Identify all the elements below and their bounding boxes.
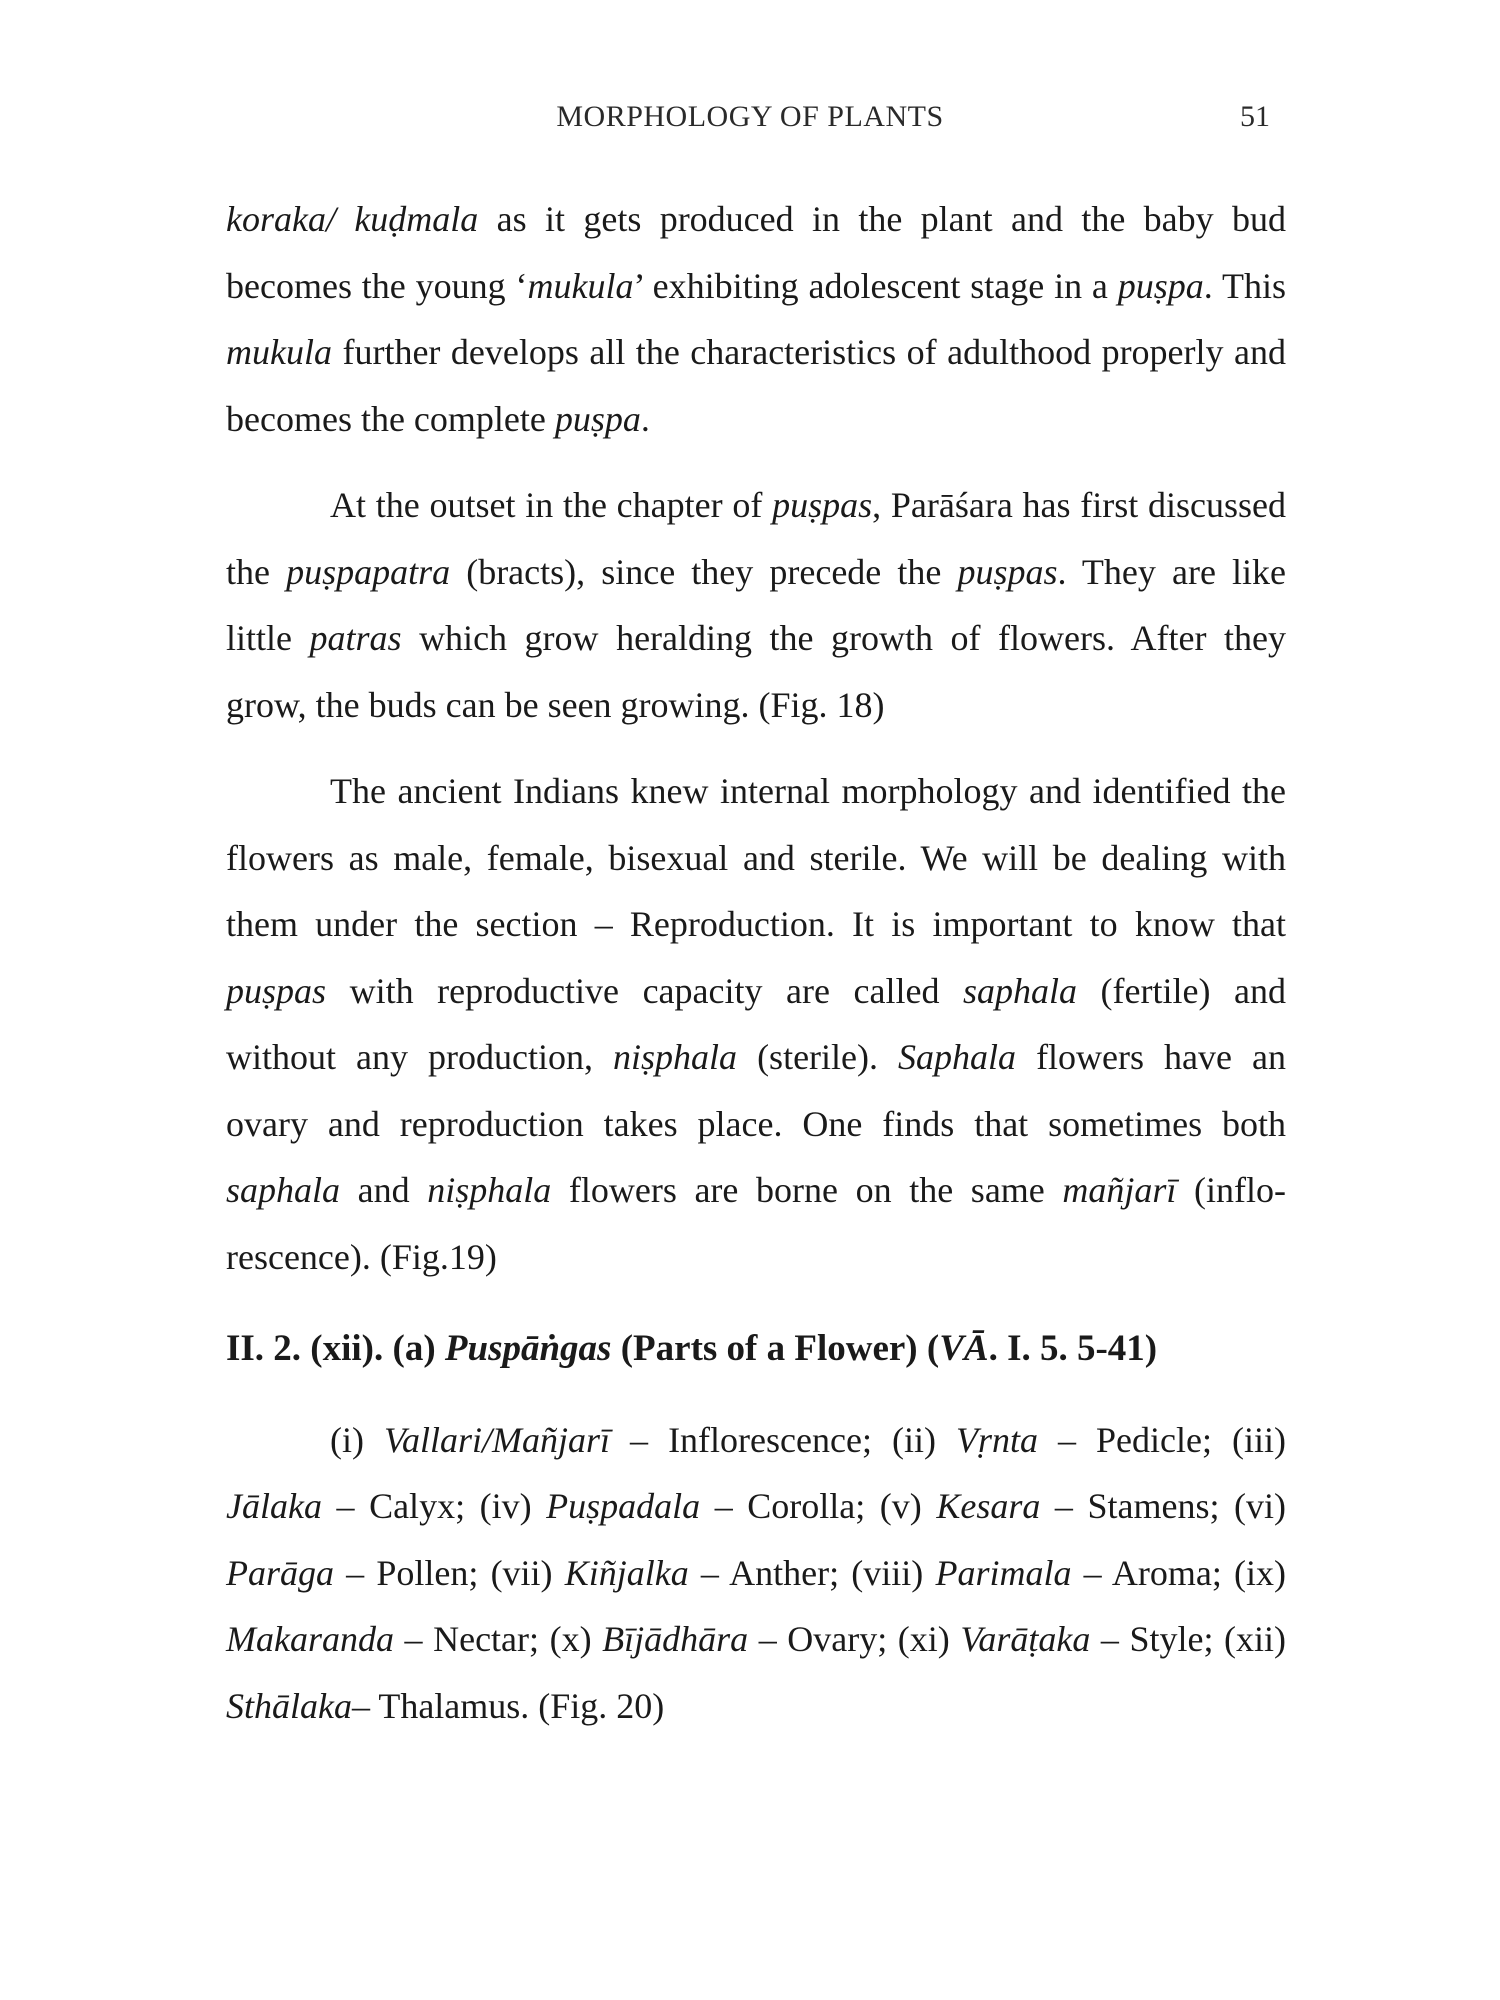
paragraph: [226, 186, 1286, 452]
italic-term: Parāga: [226, 1552, 334, 1593]
italic-term: VĀ: [939, 1328, 989, 1369]
text-run: flowers have an ovary and reproduction takes place. One finds that sometimes both: [226, 1037, 1287, 1144]
text-run: (i): [330, 1419, 384, 1460]
text-run: – Nectar; (x): [393, 1619, 603, 1659]
text-run: which grow heralding the growth of flowers. After they grow, the buds can be seen growing. (Fig. 18): [226, 618, 1286, 725]
text-run: (fertile) and without any production,: [226, 970, 1286, 1077]
italic-term: Jālaka: [226, 1486, 322, 1526]
text-run: (inflo-rescence). (Fig.19): [226, 1170, 1287, 1277]
text-run: – Inflorescence; (ii): [610, 1419, 956, 1460]
italic-term: puṣpa: [1117, 265, 1204, 306]
italic-term: puṣpas: [957, 551, 1058, 592]
paragraph: [226, 1407, 1286, 1740]
italic-term: Kesara: [936, 1486, 1041, 1526]
italic-term: Saphala: [898, 1037, 1017, 1077]
italic-term: Puṣpadala: [546, 1486, 701, 1526]
paragraph: [226, 758, 1286, 1290]
text-run: further develops all the characteristics of adulthood properly and becomes the complete: [226, 332, 1286, 439]
italic-term: patras: [309, 618, 402, 658]
section-heading: [226, 1316, 1286, 1383]
italic-term: koraka/ kuḍmala: [226, 199, 479, 239]
text-run: – Pedicle; (iii): [1037, 1419, 1286, 1460]
text-run: as it gets produced in the plant and the baby bud becomes the young ‘: [226, 199, 1286, 306]
italic-term: puṣpa: [554, 398, 641, 439]
text-run: and: [340, 1170, 428, 1210]
italic-term: puṣpas: [772, 485, 873, 525]
text-run: . This: [1203, 265, 1287, 306]
italic-term: puṣpas: [226, 970, 327, 1011]
italic-term: puṣpapatra: [286, 551, 451, 592]
italic-term: mukula: [226, 332, 332, 372]
text-run: .: [640, 398, 650, 439]
italic-term: Sthālaka: [226, 1685, 352, 1726]
text-run: (Parts of a Flower) (: [611, 1328, 940, 1369]
text-run: with reproductive capacity are called: [326, 970, 963, 1011]
text-run: – Pollen; (vii): [334, 1552, 565, 1593]
text-run: . I. 5. 5-41): [988, 1328, 1158, 1369]
text-run: – Calyx; (iv): [321, 1486, 547, 1526]
italic-term: niṣphala: [613, 1037, 738, 1077]
text-run: – Anther; (viii): [688, 1552, 936, 1593]
text-run: , Parāśara has first discussed the: [226, 485, 1286, 592]
text-run: – Aroma; (ix): [1071, 1552, 1286, 1593]
italic-term: Puspāṅgas: [444, 1328, 612, 1369]
italic-term: Kiñjalka: [564, 1552, 689, 1593]
italic-term: Parimala: [935, 1552, 1072, 1593]
italic-term: Vallari/Mañjarī: [384, 1419, 611, 1460]
text-run: – Corolla; (v): [700, 1486, 937, 1526]
text-run: – Stamens; (vi): [1040, 1486, 1286, 1526]
text-run: ’ exhibiting adolescent stage in a: [633, 265, 1118, 306]
italic-term: mañjarī: [1062, 1170, 1177, 1210]
page-header: [0, 100, 1500, 140]
page-number: 51: [1240, 100, 1270, 133]
text-run: At the outset in the chapter of: [330, 485, 773, 525]
text-run: The ancient Indians knew internal morphology and identified the flowers as male, female, bisexual and sterile. We will be dealing with them under the section – Reproduction. It is important to know that: [226, 771, 1286, 944]
italic-term: Bījādhāra: [602, 1619, 749, 1659]
italic-term: niṣphala: [427, 1170, 552, 1210]
italic-term: saphala: [226, 1170, 341, 1210]
body-text: [226, 186, 1286, 1739]
text-run: (sterile).: [737, 1037, 899, 1077]
text-run: – Thalamus. (Fig. 20): [351, 1685, 665, 1726]
text-run: flowers are borne on the same: [551, 1170, 1063, 1210]
paragraph: [226, 472, 1286, 738]
text-run: – Style; (xii): [1090, 1619, 1286, 1659]
italic-term: Varāṭaka: [960, 1619, 1091, 1659]
italic-term: saphala: [963, 970, 1078, 1011]
italic-term: Makaranda: [226, 1619, 394, 1659]
text-run: (bracts), since they precede the: [450, 551, 958, 592]
text-run: . They are like little: [226, 551, 1286, 658]
text-run: – Ovary; (xi): [748, 1619, 961, 1659]
italic-term: Vṛnta: [955, 1419, 1038, 1460]
text-run: II. 2. (xii). (a): [226, 1328, 445, 1369]
running-head: MORPHOLOGY OF PLANTS: [556, 100, 944, 133]
italic-term: mukula: [527, 265, 634, 306]
